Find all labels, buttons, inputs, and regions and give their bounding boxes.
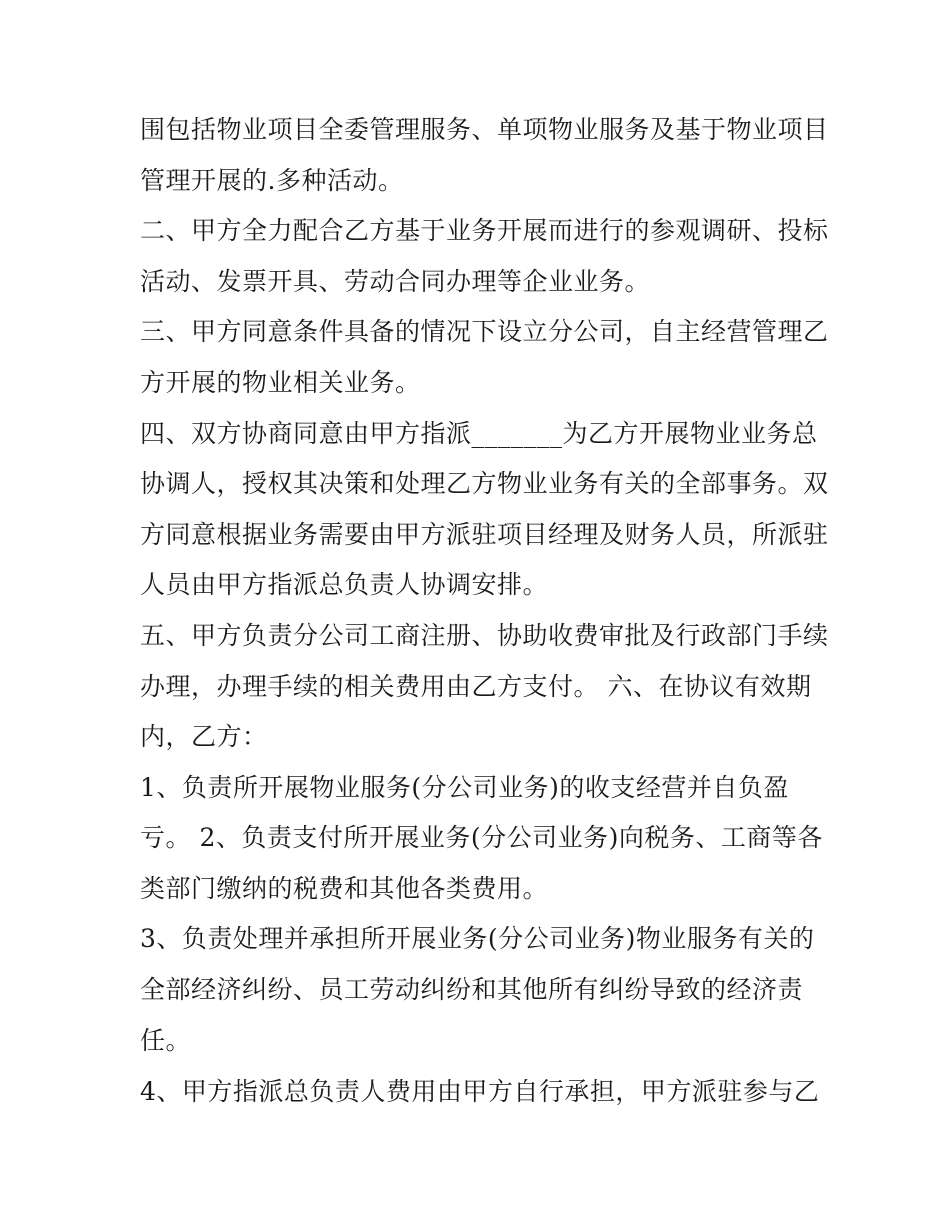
text-line: 3、负责处理并承担所开展业务(分公司业务)物业服务有关的 bbox=[140, 924, 815, 953]
text-line: 方开展的物业相关业务。 bbox=[140, 368, 421, 397]
text-line: 方同意根据业务需要由甲方派驻项目经理及财务人员，所派驻 bbox=[140, 520, 829, 549]
text-line: 亏。 2、负责支付所开展业务(分公司业务)向税务、工商等各 bbox=[140, 823, 823, 852]
text-line: 办理，办理手续的相关费用由乙方支付。 六、在协议有效期 bbox=[140, 672, 812, 701]
text-line: 二、甲方全力配合乙方基于业务开展而进行的参观调研、投标 bbox=[140, 216, 829, 245]
text-line: 围包括物业项目全委管理服务、单项物业服务及基于物业项目 bbox=[140, 115, 829, 144]
text-line: 类部门缴纳的税费和其他各类费用。 bbox=[140, 874, 549, 903]
text-line: 四、双方协商同意由甲方指派_______为乙方开展物业业务总 bbox=[140, 419, 818, 448]
text-line: 五、甲方负责分公司工商注册、协助收费审批及行政部门手续 bbox=[140, 621, 829, 650]
text-line: 内，乙方： bbox=[140, 722, 268, 751]
text-line: 管理开展的.多种活动。 bbox=[140, 166, 404, 195]
text-line: 1、负责所开展物业服务(分公司业务)的收支经营并自负盈 bbox=[140, 773, 789, 802]
text-line: 4、甲方指派总负责人费用由甲方自行承担，甲方派驻参与乙 bbox=[140, 1077, 820, 1106]
text-line: 任。 bbox=[140, 1026, 192, 1055]
text-line: 活动、发票开具、劳动合同办理等企业业务。 bbox=[140, 267, 651, 296]
text-line: 协调人，授权其决策和处理乙方物业业务有关的全部事务。双 bbox=[140, 469, 829, 498]
text-line: 人员由甲方指派总负责人协调安排。 bbox=[140, 570, 549, 599]
text-line: 全部经济纠纷、员工劳动纠纷和其他所有纠纷导致的经济责 bbox=[140, 975, 804, 1004]
text-line: 三、甲方同意条件具备的情况下设立分公司，自主经营管理乙 bbox=[140, 317, 829, 346]
